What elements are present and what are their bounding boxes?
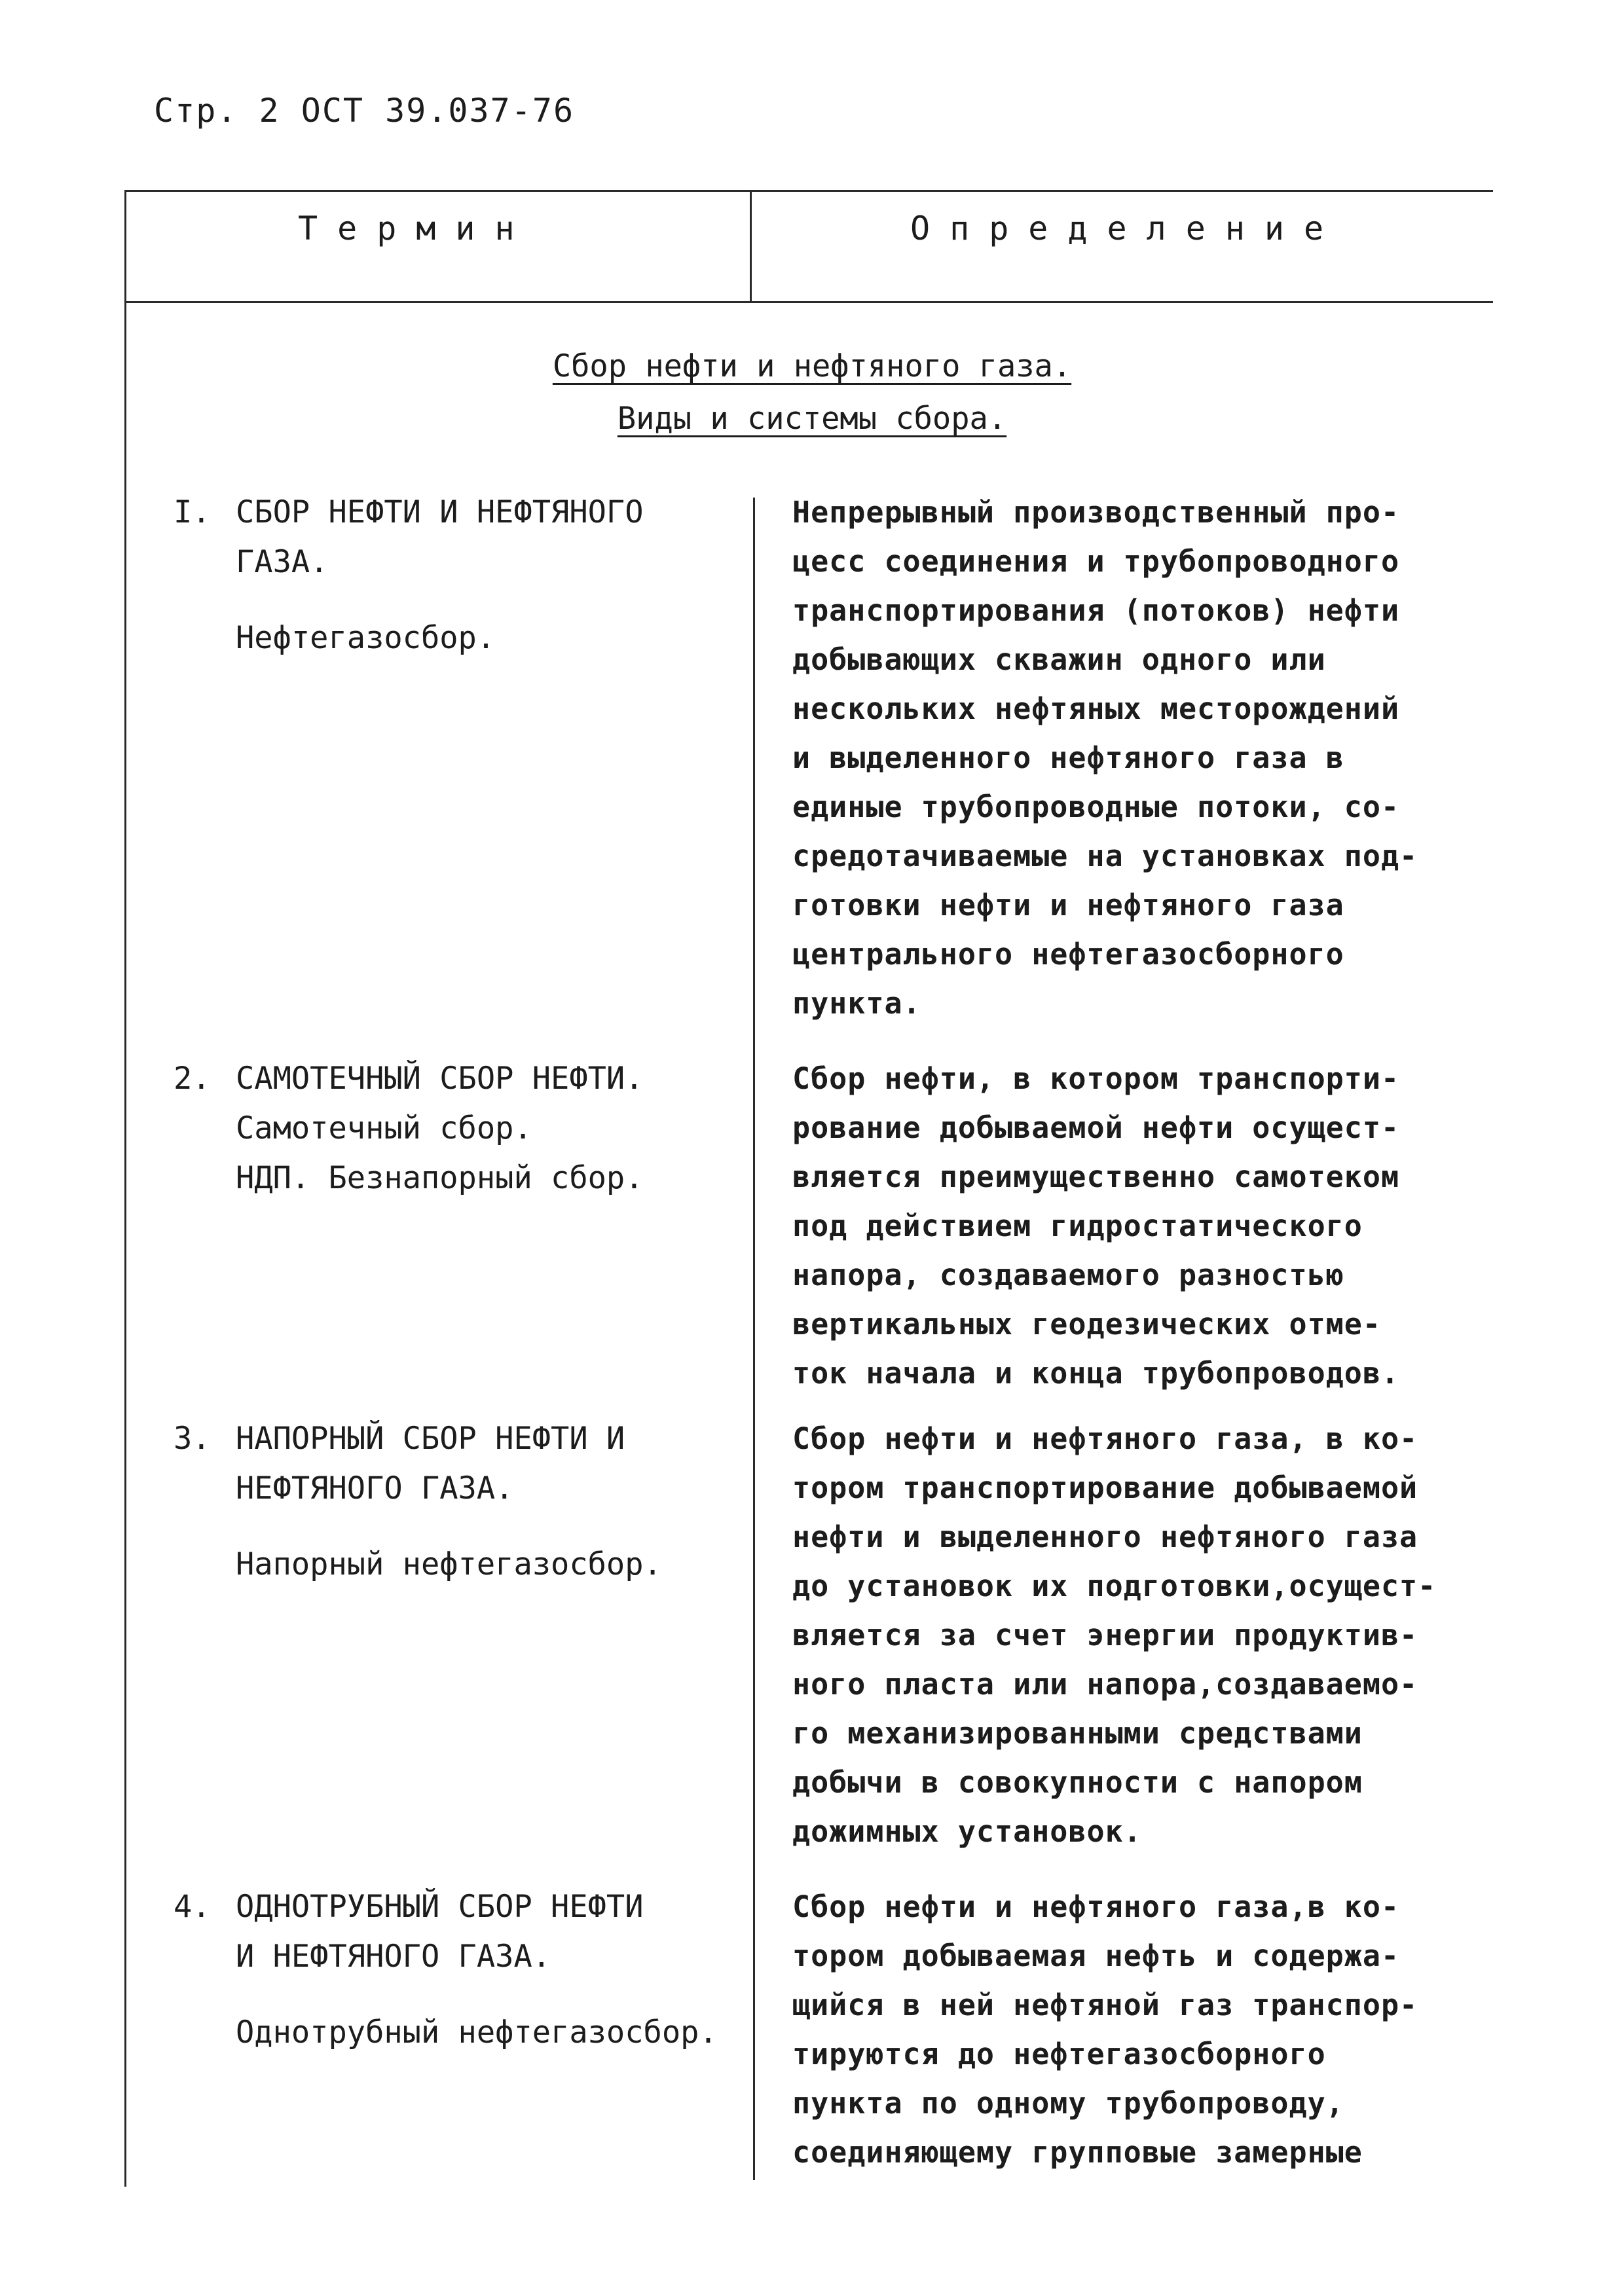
term-number: 3. <box>174 1421 211 1457</box>
term-synonym: Самотечный сбор. <box>236 1110 532 1146</box>
term-synonym: Напорный нефтегазосбор. <box>236 1546 662 1582</box>
definition-line: ток начала и конца трубопроводов. <box>792 1356 1400 1391</box>
header-column-divider <box>750 190 752 301</box>
section-title <box>0 340 1624 445</box>
definition-line: дожимных установок. <box>792 1814 1142 1849</box>
definition-line: вертикальных геодезических отме- <box>792 1307 1381 1341</box>
definition-line: рование добываемой нефти осущест- <box>792 1110 1400 1145</box>
definition-line: под действием гидростатического <box>792 1209 1363 1243</box>
term-name: САМОТЕЧНЫЙ СБОР НЕФТИ. <box>236 1061 644 1097</box>
definition-entry-2 <box>792 1054 1500 1398</box>
term-number: 2. <box>174 1061 211 1097</box>
section-title-line1: Сбор нефти и нефтяного газа. <box>552 348 1072 384</box>
definition-line: добывающих скважин одного или <box>792 642 1326 677</box>
definition-line: Сбор нефти и нефтяного газа,в ко- <box>792 1889 1400 1924</box>
definition-line: Непрерывный производственный про- <box>792 495 1400 530</box>
term-name: НАПОРНЫЙ СБОР НЕФТИ И <box>236 1421 625 1457</box>
term-name-cont: НЕФТЯНОГО ГАЗА. <box>236 1470 514 1506</box>
definition-line: до установок их подготовки,осущест- <box>792 1569 1437 1603</box>
term-entry-3 <box>174 1414 750 1590</box>
table-top-border <box>124 190 1493 192</box>
definition-line: го механизированными средствами <box>792 1716 1363 1751</box>
term-synonym: НДП. Безнапорный сбор. <box>236 1160 644 1196</box>
definition-line: Сбор нефти и нефтяного газа, в ко- <box>792 1421 1418 1456</box>
term-name: СБОР НЕФТИ И НЕФТЯНОГО <box>236 494 644 530</box>
definition-line: центрального нефтегазосборного <box>792 937 1344 972</box>
definition-line: тором транспортирование добываемой <box>792 1470 1418 1505</box>
definition-line: пункта по одному трубопроводу, <box>792 2086 1344 2121</box>
term-entry-4 <box>174 1882 750 2058</box>
term-name-cont: ГАЗА. <box>236 544 329 580</box>
definition-line: нефти и выделенного нефтяного газа <box>792 1520 1418 1554</box>
column-header-term: Термин <box>298 210 534 247</box>
term-name: ОДНОТРУБНЫЙ СБОР НЕФТИ <box>236 1889 644 1925</box>
definition-line: соединяющему групповые замерные <box>792 2135 1363 2170</box>
term-entry-1 <box>174 488 750 663</box>
definition-line: ного пласта или напора,создаваемо- <box>792 1667 1418 1702</box>
term-number: I. <box>174 494 211 530</box>
page-header: Стр. 2 ОСТ 39.037-76 <box>154 92 575 130</box>
definition-line: вляется преимущественно самотеком <box>792 1159 1400 1194</box>
definition-line: готовки нефти и нефтяного газа <box>792 888 1344 922</box>
term-entry-2 <box>174 1054 750 1203</box>
definition-line: и выделенного нефтяного газа в <box>792 740 1344 775</box>
term-number: 4. <box>174 1889 211 1925</box>
definition-line: транспортирования (потоков) нефти <box>792 593 1400 628</box>
definition-line: средотачиваемые на установках под- <box>792 839 1418 873</box>
body-column-divider <box>753 498 755 2180</box>
column-header-definition: Определение <box>910 210 1344 247</box>
definition-line: единые трубопроводные потоки, со- <box>792 790 1400 824</box>
definition-line: тируются до нефтегазосборного <box>792 2037 1326 2071</box>
definition-line: цесс соединения и трубопроводного <box>792 544 1400 579</box>
definition-line: тором добываемая нефть и содержа- <box>792 1939 1400 1973</box>
definition-line: вляется за счет энергии продуктив- <box>792 1618 1418 1652</box>
term-synonym: Однотрубный нефтегазосбор. <box>236 2014 718 2050</box>
table-left-border <box>124 190 126 2187</box>
definition-line: Сбор нефти, в котором транспорти- <box>792 1061 1400 1096</box>
definition-entry-3 <box>792 1414 1500 1856</box>
section-title-line2: Виды и системы сбора. <box>617 401 1007 437</box>
table-header-bottom-border <box>124 301 1493 303</box>
definition-line: добычи в совокупности с напором <box>792 1765 1363 1800</box>
definition-line: пункта. <box>792 986 921 1021</box>
term-synonym: Нефтегазосбор. <box>236 620 496 656</box>
definition-line: щийся в ней нефтяной газ транспор- <box>792 1988 1418 2022</box>
definition-line: нескольких нефтяных месторождений <box>792 691 1400 726</box>
definition-line: напора, создаваемого разностью <box>792 1258 1344 1292</box>
definition-entry-1 <box>792 488 1500 1028</box>
definition-entry-4 <box>792 1882 1500 2177</box>
term-name-cont: И НЕФТЯНОГО ГАЗА. <box>236 1939 551 1975</box>
